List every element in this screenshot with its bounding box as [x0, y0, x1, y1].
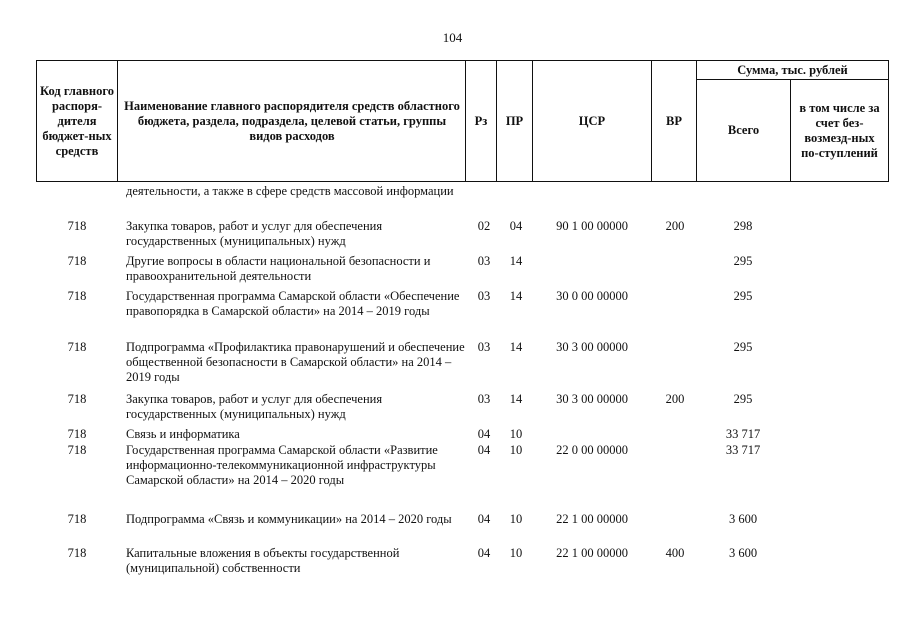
- row-total: 295: [733, 254, 753, 268]
- header-pr: ПР: [505, 113, 524, 128]
- row-rz: 04: [477, 443, 491, 457]
- row-rz: 03: [477, 392, 491, 406]
- row-csr: 30 0 00 00000: [556, 289, 628, 303]
- row-vr: 200: [665, 392, 685, 406]
- row-csr: 22 1 00 00000: [556, 546, 628, 560]
- header-code: Код главного распоря-дителя бюджет-ных средств: [40, 83, 114, 158]
- row-name: Подпрограмма «Профилактика правонарушений и обеспечение общественной безопасности в Самарской области» на 2014 – 2019 годы: [126, 340, 465, 384]
- row-rz: 03: [477, 340, 491, 354]
- header-rz: Рз: [474, 113, 488, 128]
- row-total: 33 717: [725, 427, 761, 441]
- row-csr: 22 0 00 00000: [556, 443, 628, 457]
- row-name: Государственная программа Самарской области «Развитие информационно-телекоммуникационной инфраструктуры Самарской области» на 2014 – 2020 годы: [126, 443, 438, 487]
- row-name: Закупка товаров, работ и услуг для обеспечения государственных (муниципальных) нужд: [126, 392, 383, 421]
- row-code: 718: [67, 219, 87, 233]
- row-name: Закупка товаров, работ и услуг для обеспечения государственных (муниципальных) нужд: [126, 219, 383, 248]
- row-total: 3 600: [728, 546, 758, 560]
- row-total: 295: [733, 392, 753, 406]
- row-code: 718: [67, 443, 87, 457]
- row-code: 718: [67, 254, 87, 268]
- row-vr: 400: [665, 546, 685, 560]
- row-csr: 30 3 00 00000: [556, 340, 628, 354]
- row-name: Подпрограмма «Связь и коммуникации» на 2014 – 2020 годы: [126, 512, 452, 526]
- header-free: в том числе за счет без-возмезд-ных по-ступлений: [799, 100, 880, 160]
- row-name: Связь и информатика: [126, 427, 240, 441]
- row-total: 295: [733, 289, 753, 303]
- row-name: Государственная программа Самарской области «Обеспечение правопорядка в Самарской области» на 2014 – 2019 годы: [126, 289, 460, 318]
- row-pr: 10: [509, 546, 523, 560]
- header-sum: Сумма, тыс. рублей: [737, 62, 848, 77]
- row-code: 718: [67, 512, 87, 526]
- row-rz: 03: [477, 289, 491, 303]
- header-total: Всего: [727, 123, 760, 137]
- row-pr: 10: [509, 512, 523, 526]
- row-total: 298: [733, 219, 753, 233]
- row-csr: 22 1 00 00000: [556, 512, 628, 526]
- row-name: Другие вопросы в области национальной безопасности и правоохранительной деятельности: [126, 254, 431, 283]
- row-rz: 02: [477, 219, 491, 233]
- row-pr: 04: [509, 219, 523, 233]
- row-csr: 30 3 00 00000: [556, 392, 628, 406]
- row-csr: 90 1 00 00000: [556, 219, 628, 233]
- row-pr: 14: [509, 289, 523, 303]
- row-code: 718: [67, 392, 87, 406]
- row-name: деятельности, а также в сфере средств массовой информации: [126, 184, 454, 198]
- row-total: 33 717: [725, 443, 761, 457]
- row-pr: 14: [509, 254, 523, 268]
- row-rz: 04: [477, 427, 491, 441]
- row-rz: 03: [477, 254, 491, 268]
- row-pr: 14: [509, 392, 523, 406]
- row-rz: 04: [477, 512, 491, 526]
- row-name: Капитальные вложения в объекты государственной (муниципальной) собственности: [126, 546, 400, 575]
- row-vr: 200: [665, 219, 685, 233]
- row-code: 718: [67, 289, 87, 303]
- row-pr: 10: [509, 443, 523, 457]
- header-name: Наименование главного распорядителя средств областного бюджета, раздела, подраздела, целевой статьи, группы видов расходов: [124, 98, 460, 143]
- row-pr: 10: [509, 427, 523, 441]
- page-number: 104: [442, 30, 463, 45]
- header-vr: ВР: [666, 113, 682, 128]
- row-rz: 04: [477, 546, 491, 560]
- row-total: 3 600: [728, 512, 758, 526]
- row-pr: 14: [509, 340, 523, 354]
- row-code: 718: [67, 427, 87, 441]
- row-total: 295: [733, 340, 753, 354]
- table-header: [36, 60, 889, 182]
- row-code: 718: [67, 546, 87, 560]
- header-csr: ЦСР: [578, 113, 606, 128]
- row-code: 718: [67, 340, 87, 354]
